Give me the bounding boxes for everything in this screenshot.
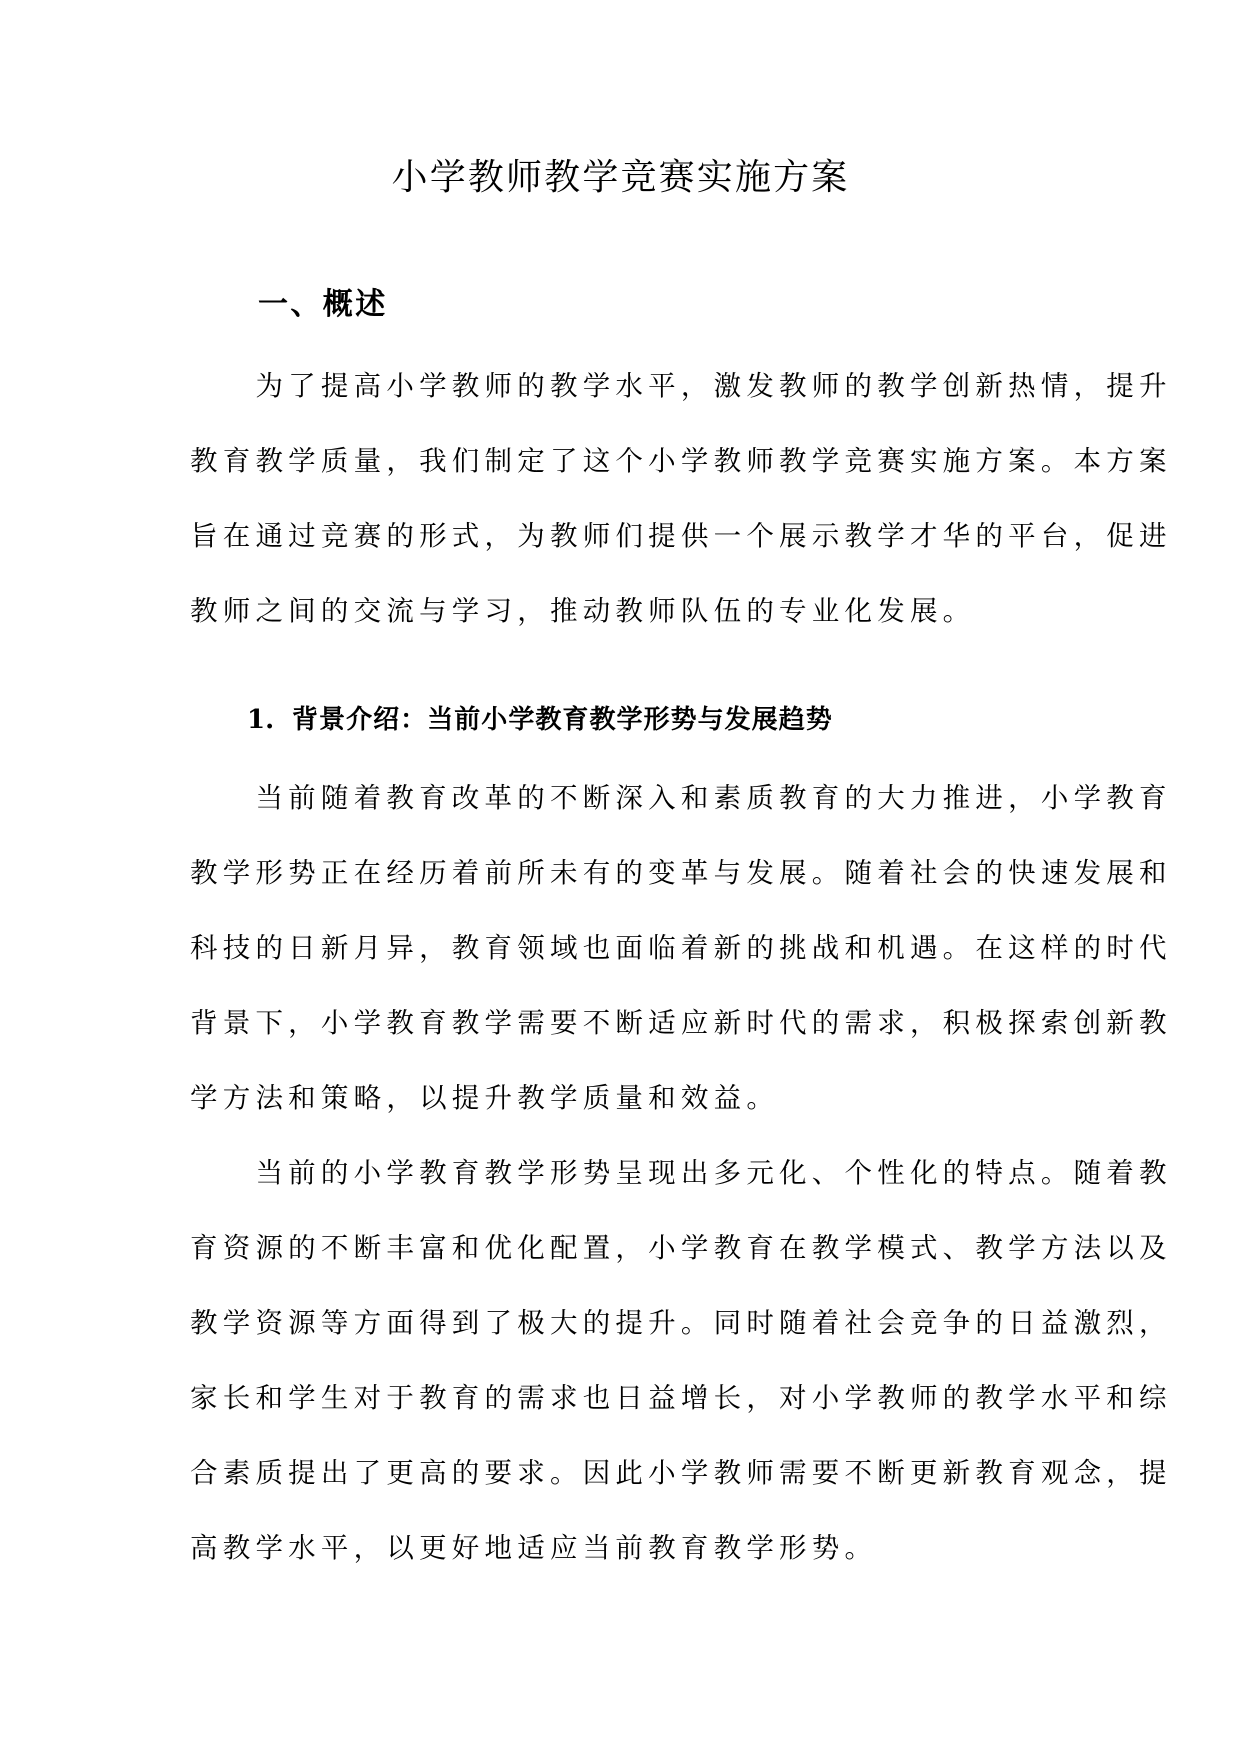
subsection-heading-background (247, 701, 833, 739)
paragraph-line: 教学形势正在经历着前所未有的变革与发展。随着社会的快速发展和 (190, 857, 1172, 889)
paragraph-line: 旨在通过竞赛的形式，为教师们提供一个展示教学才华的平台，促进 (190, 520, 1172, 552)
paragraph-line: 合素质提出了更高的要求。因此小学教师需要不断更新教育观念，提 (190, 1457, 1172, 1489)
paragraph-line: 科技的日新月异，教育领域也面临着新的挑战和机遇。在这样的时代 (190, 932, 1172, 964)
subsection-number: 1. (247, 705, 275, 735)
paragraph-line: 教育教学质量，我们制定了这个小学教师教学竞赛实施方案。本方案 (190, 445, 1172, 477)
paragraph-line: 家长和学生对于教育的需求也日益增长，对小学教师的教学水平和综 (190, 1382, 1172, 1414)
paragraph-line: 教师之间的交流与学习，推动教师队伍的专业化发展。 (190, 595, 976, 627)
subsection-title: 背景介绍：当前小学教育教学形势与发展趋势 (292, 705, 833, 735)
paragraph-line: 为了提高小学教师的教学水平，激发教师的教学创新热情，提升 (190, 370, 1172, 402)
paragraph-line: 学方法和策略，以提升教学质量和效益。 (190, 1082, 780, 1114)
paragraph-line: 当前的小学教育教学形势呈现出多元化、个性化的特点。随着教 (190, 1157, 1172, 1189)
paragraph-line: 教学资源等方面得到了极大的提升。同时随着社会竞争的日益激烈， (190, 1307, 1172, 1339)
paragraph-line: 育资源的不断丰富和优化配置，小学教育在教学模式、教学方法以及 (190, 1232, 1172, 1264)
paragraph-line: 高教学水平，以更好地适应当前教育教学形势。 (190, 1532, 878, 1564)
section-heading-overview: 一、概述 (258, 287, 388, 322)
paragraph-line: 背景下，小学教育教学需要不断适应新时代的需求，积极探索创新教 (190, 1007, 1172, 1039)
paragraph-line: 当前随着教育改革的不断深入和素质教育的大力推进，小学教育 (190, 782, 1172, 814)
document-title: 小学教师教学竞赛实施方案 (391, 157, 850, 198)
